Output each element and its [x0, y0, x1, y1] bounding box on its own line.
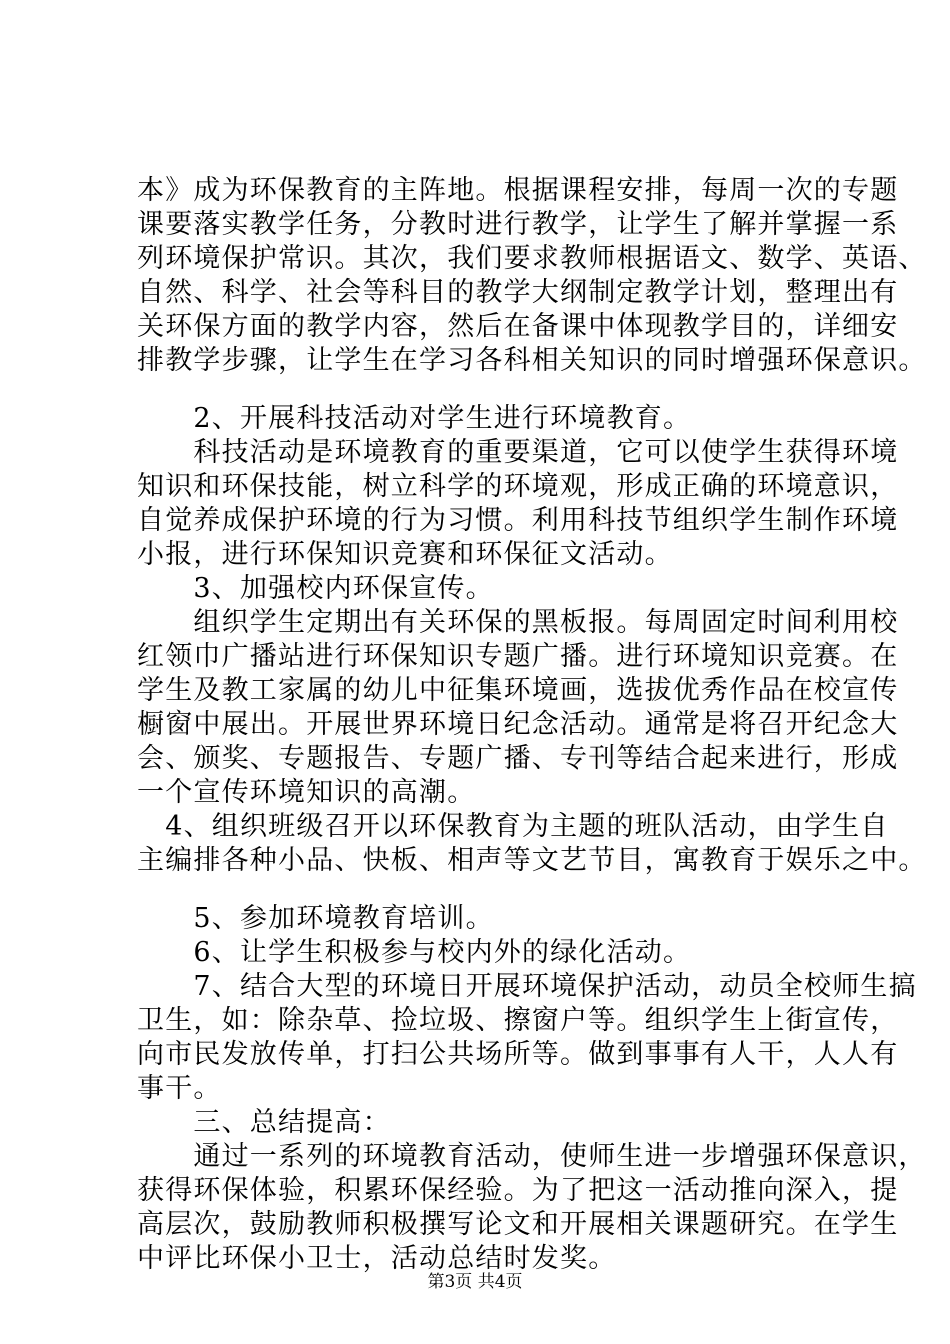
paragraph-line: 课要落实教学任务，分教时进行教学，让学生了解并掌握一系	[137, 209, 899, 240]
paragraph-line: 小报，进行环保知识竞赛和环保征文活动。	[137, 539, 673, 570]
paragraph-line: 科技活动是环境教育的重要渠道，它可以使学生获得环境	[137, 437, 899, 468]
page-footer: 第3页 共4页	[427, 1272, 523, 1292]
paragraph-line: 关环保方面的教学内容，然后在备课中体现教学目的，详细安	[137, 311, 899, 342]
paragraph-line: 高层次，鼓励教师积极撰写论文和开展相关课题研究。在学生	[137, 1209, 899, 1240]
section-heading: 2、开展科技活动对学生进行环境教育。	[137, 403, 692, 434]
paragraph-line: 红领巾广播站进行环保知识专题广播。进行环境知识竞赛。在	[137, 641, 899, 672]
paragraph-line: 组织学生定期出有关环保的黑板报。每周固定时间利用校	[137, 607, 899, 638]
paragraph-line: 列环境保护常识。其次，我们要求教师根据语文、数学、英语、	[137, 243, 927, 274]
paragraph-line: 知识和环保技能，树立科学的环境观，形成正确的环境意识，	[137, 471, 899, 502]
section-heading: 6、让学生积极参与校内外的绿化活动。	[137, 937, 692, 968]
paragraph-line: 本》成为环保教育的主阵地。根据课程安排，每周一次的专题	[137, 175, 899, 206]
section-heading: 5、参加环境教育培训。	[137, 903, 494, 934]
paragraph-line: 卫生，如：除杂草、捡垃圾、擦窗户等。组织学生上街宣传，	[137, 1005, 899, 1036]
paragraph-line: 事干。	[137, 1073, 222, 1104]
paragraph-line: 主编排各种小品、快板、相声等文艺节目，寓教育于娱乐之中。	[137, 845, 927, 876]
section-heading: 三、总结提高：	[137, 1107, 391, 1138]
paragraph-line: 一个宣传环境知识的高潮。	[137, 777, 476, 808]
section-heading: 3、加强校内环保宣传。	[137, 573, 494, 604]
paragraph-line: 自然、科学、社会等科目的教学大纲制定教学计划，整理出有	[137, 277, 899, 308]
paragraph-line: 向市民发放传单，打扫公共场所等。做到事事有人干，人人有	[137, 1039, 899, 1070]
paragraph-line: 排教学步骤，让学生在学习各科相关知识的同时增强环保意识。	[137, 345, 927, 376]
paragraph-line: 会、颁奖、专题报告、专题广播、专刊等结合起来进行，形成	[137, 743, 899, 774]
paragraph-line: 学生及教工家属的幼儿中征集环境画，选拔优秀作品在校宣传	[137, 675, 899, 706]
paragraph-line: 橱窗中展出。开展世界环境日纪念活动。通常是将召开纪念大	[137, 709, 899, 740]
paragraph-line: 中评比环保小卫士，活动总结时发奖。	[137, 1243, 617, 1274]
paragraph-line: 自觉养成保护环境的行为习惯。利用科技节组织学生制作环境	[137, 505, 899, 536]
paragraph-line: 4、组织班级召开以环保教育为主题的班队活动，由学生自	[137, 811, 889, 842]
paragraph-line: 通过一系列的环境教育活动，使师生进一步增强环保意识，	[137, 1141, 927, 1172]
paragraph-line: 获得环保体验，积累环保经验。为了把这一活动推向深入，提	[137, 1175, 899, 1206]
paragraph-line: 7、结合大型的环境日开展环境保护活动，动员全校师生搞	[137, 971, 917, 1002]
